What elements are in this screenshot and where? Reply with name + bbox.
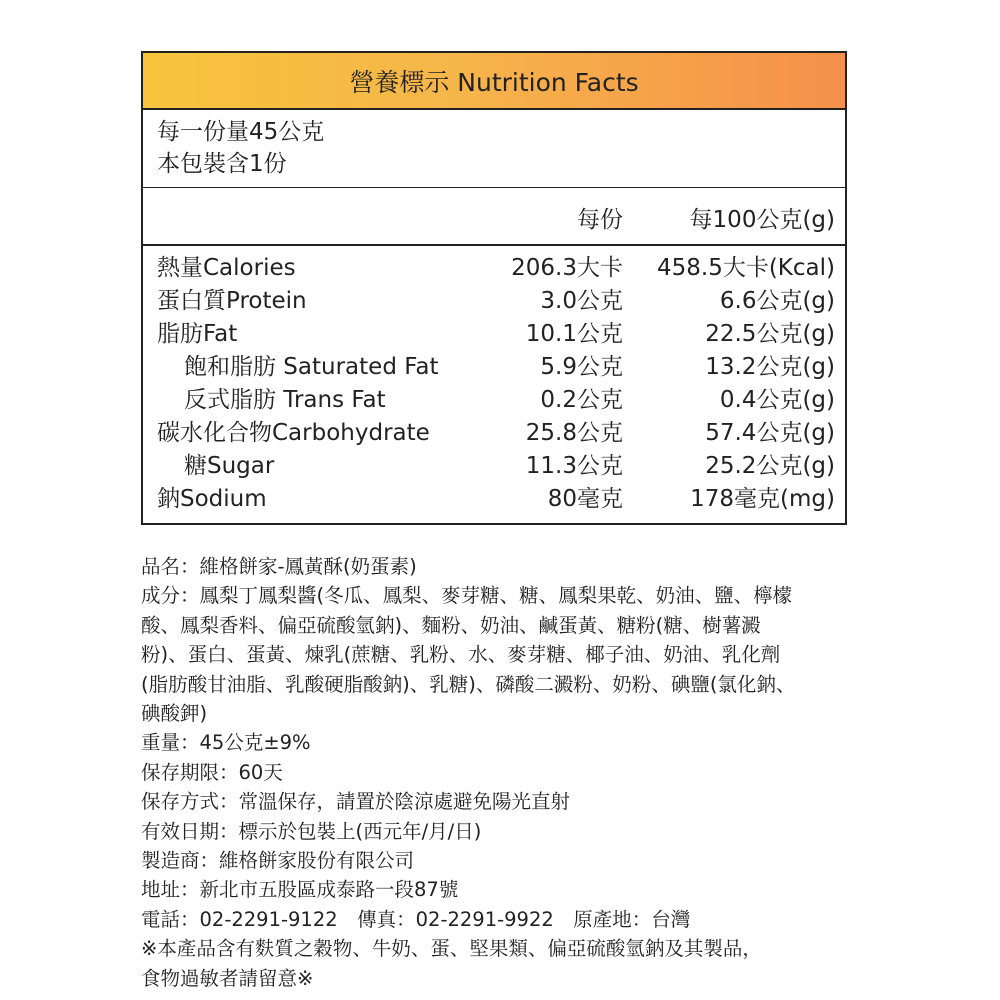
nutrient-rows [143, 246, 845, 516]
storage-method: 保存方式：常溫保存，請置於陰涼處避免陽光直射 [141, 790, 571, 814]
column-header-per-100g: 每100公克(g) [689, 207, 835, 233]
nutrient-per-100g: 25.2公克(g) [705, 453, 835, 479]
product-name: 品名：維格餅家-鳳黃酥(奶蛋素) [141, 555, 417, 578]
nutrient-per-serving: 3.0公克 [540, 288, 623, 314]
nutrient-per-100g: 458.5大卡(Kcal) [656, 255, 835, 281]
weight: 重量：45公克±9% [141, 731, 311, 755]
contact-info: 電話：02-2291-9122 傳真：02-2291-9922 原產地：台灣 [141, 907, 691, 931]
nutrient-per-serving: 206.3大卡 [511, 255, 623, 281]
nutrient-per-serving: 10.1公克 [525, 321, 623, 347]
nutrient-per-100g: 178毫克(mg) [690, 486, 835, 512]
ingredients-line-5: 碘酸鉀) [141, 702, 208, 726]
nutrient-row-calories [143, 252, 845, 285]
nutrient-row-protein [143, 285, 845, 318]
nutrient-name: 熱量Calories [157, 255, 296, 281]
nutrient-row-saturated-fat [143, 351, 845, 384]
ingredients-line-3: 粉)、蛋白、蛋黃、煉乳(蔗糖、乳粉、水、麥芽糖、椰子油、奶油、乳化劑 [141, 643, 781, 667]
manufacturer: 製造商：維格餅家股份有限公司 [141, 849, 415, 873]
product-info [141, 552, 861, 993]
nutrient-row-sodium [143, 483, 845, 516]
nutrient-per-100g: 57.4公克(g) [705, 420, 835, 446]
nutrient-name: 鈉Sodium [157, 486, 267, 512]
nutrient-per-serving: 80毫克 [547, 486, 623, 512]
nutrient-row-fat [143, 318, 845, 351]
nutrient-per-100g: 22.5公克(g) [705, 321, 835, 347]
shelf-life: 保存期限：60天 [141, 760, 283, 784]
ingredients-line-4: (脂肪酸甘油脂、乳酸硬脂酸鈉)、乳糖)、磷酸二澱粉、奶粉、碘鹽(氯化鈉、 [141, 672, 796, 696]
ingredients-line-1: 成分：鳳梨丁鳳梨醬(冬瓜、鳳梨、麥芽糖、糖、鳳梨果乾、奶油、鹽、檸檬 [141, 584, 793, 608]
nutrient-name: 反式脂肪 Trans Fat [184, 387, 386, 413]
serving-size: 每一份量45公克 [157, 119, 325, 145]
nutrient-name: 飽和脂肪 Saturated Fat [184, 354, 439, 380]
nutrient-per-serving: 11.3公克 [525, 453, 623, 479]
nutrient-per-100g: 0.4公克(g) [719, 387, 835, 413]
allergen-line-2: 食物過敏者請留意※ [141, 966, 314, 990]
allergen-line-1: ※本產品含有麩質之穀物、牛奶、蛋、堅果類、偏亞硫酸氫鈉及其製品， [141, 937, 762, 961]
nutrient-row-sugar [143, 450, 845, 483]
servings-per-pack: 本包裝含1份 [157, 151, 287, 177]
column-header-row [143, 188, 845, 246]
address: 地址：新北市五股區成泰路一段87號 [141, 878, 459, 902]
nutrient-per-serving: 25.8公克 [525, 420, 623, 446]
nutrient-name: 碳水化合物Carbohydrate [157, 420, 430, 446]
column-header-per-serving: 每份 [577, 207, 623, 233]
nutrient-name: 蛋白質Protein [157, 288, 307, 314]
nutrient-row-trans-fat [143, 384, 845, 417]
serving-info [143, 110, 845, 188]
nutrition-title-text: 營養標示 Nutrition Facts [349, 67, 639, 97]
ingredients-line-2: 酸、鳳梨香料、偏亞硫酸氫鈉)、麵粉、奶油、鹹蛋黃、糖粉(糖、樹薯澱 [141, 613, 761, 637]
nutrient-name: 糖Sugar [184, 453, 275, 479]
nutrient-row-carbohydrate [143, 417, 845, 450]
nutrient-per-serving: 0.2公克 [540, 387, 623, 413]
nutrition-facts-table [141, 51, 847, 525]
nutrient-per-100g: 6.6公克(g) [719, 288, 835, 314]
nutrient-per-serving: 5.9公克 [540, 354, 623, 380]
nutrient-per-100g: 13.2公克(g) [705, 354, 835, 380]
nutrition-title [143, 53, 845, 110]
expiry-date: 有效日期：標示於包裝上(西元年/月/日) [141, 819, 482, 843]
nutrient-name: 脂肪Fat [157, 321, 238, 347]
